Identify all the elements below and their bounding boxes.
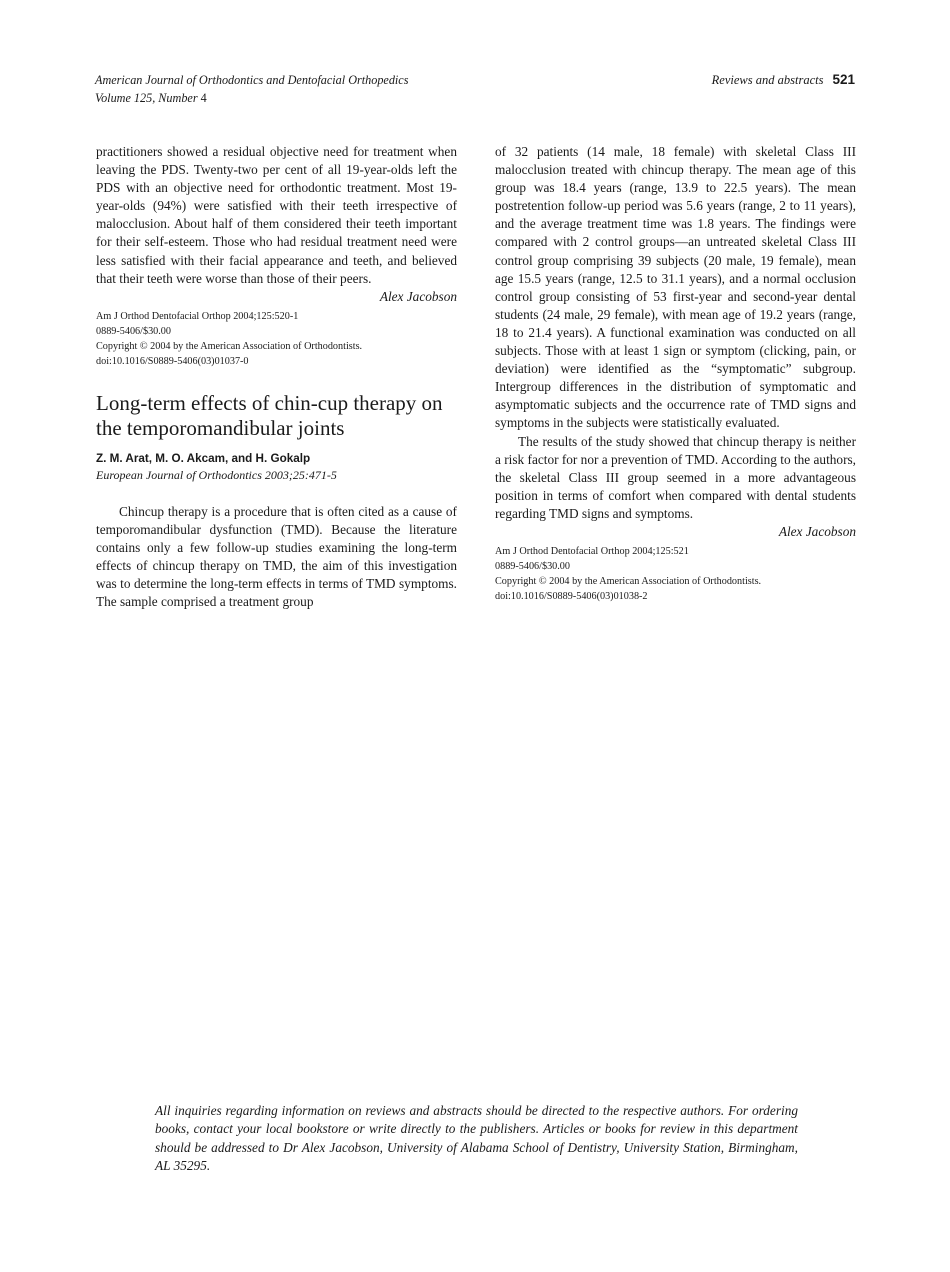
- reviewer-signature: Alex Jacobson: [778, 523, 856, 539]
- journal-name: American Journal of Orthodontics and Dentofacial Orthopedics: [95, 73, 409, 87]
- volume-label: Volume 125, Number: [95, 91, 198, 105]
- citation-doi: doi:10.1016/S0889-5406(03)01037-0: [96, 355, 249, 367]
- right-column: [495, 143, 856, 604]
- section-title: Reviews and abstracts: [711, 73, 824, 87]
- citation-copyright: Copyright © 2004 by the American Association of Orthodontists.: [96, 340, 363, 352]
- volume-line: [95, 89, 408, 107]
- article-title: Long-term effects of chin-cup therapy on the temporomandibular joints: [96, 390, 443, 440]
- citation-price: 0889-5406/$30.00: [96, 325, 171, 337]
- abstract-results-paragraph: The results of the study showed that chincup therapy is neither a risk factor for nor a prevention of TMD. According to the authors, the skeletal Class III group seemed in a more advantageous position in terms of comfort when compared with dental students regarding TMD signs and symptoms.: [495, 433, 856, 521]
- page-number: 521: [832, 72, 855, 87]
- continued-paragraph: practitioners showed a residual objective need for treatment when leaving the PDS. Twenty-two per cent of all 19-year-olds left the PDS with an objective need for orthodontic treatment. Most 19-year-olds (94%) were satisfied with their teeth irrespective of malocclusion. About half of them considered their teeth important for their self-esteem. Those who had residual treatment need were less satisfied with their facial appearance and teeth, and believed that their teeth were worse than those of their peers.: [96, 144, 457, 286]
- citation-doi: doi:10.1016/S0889-5406(03)01038-2: [495, 590, 648, 602]
- citation-ref: Am J Orthod Dentofacial Orthop 2004;125:521: [495, 545, 689, 557]
- citation-ref: Am J Orthod Dentofacial Orthop 2004;125:520-1: [96, 310, 299, 322]
- citation-copyright: Copyright © 2004 by the American Association of Orthodontists.: [495, 575, 762, 587]
- running-header: [95, 71, 408, 107]
- left-column: [96, 143, 457, 611]
- citation-price: 0889-5406/$30.00: [495, 560, 570, 572]
- article-authors: Z. M. Arat, M. O. Akcam, and H. Gokalp: [96, 451, 311, 465]
- citation-block: [96, 309, 457, 369]
- abstract-paragraph: Chincup therapy is a procedure that is often cited as a cause of temporomandibular dysfunction (TMD). Because the literature contains only a few follow-up studies examining the long-term effects of chincup therapy on TMD, the aim of this investigation was to determine the long-term effects in terms of TMD symptoms. The sample comprised a treatment group: [96, 503, 457, 610]
- abstract-paragraph-continued: of 32 patients (14 male, 18 female) with skeletal Class III malocclusion treated with chincup therapy. The mean age of this group was 18.4 years (range, 13.9 to 22.5 years). The mean postretention follow-up period was 5.6 years (range, 2 to 11 years), and the average treatment time was 1.8 years. The findings were compared with 2 control groups—an untreated skeletal Class III control group comprising 39 subjects (20 male, 19 female), mean age 15.5 years (range, 12.5 to 31.1 years), and a normal occlusion control group consisting of 53 first-year and second-year dental students (24 male, 29 female), with mean age of 19.2 years (range, 18 to 21.4 years). A functional examination was conducted on all subjects. Those with at least 1 sign or symptom (clicking, pain, or deviation) were identified as the “symptomatic” subgroup. Intergroup differences in the distribution of symptomatic and asymptomatic subjects and the occurrence rate of TMD signs and symptoms in the subjects were statistically evaluated.: [495, 144, 856, 431]
- reviewer-signature: Alex Jacobson: [379, 288, 457, 304]
- inquiries-note: All inquiries regarding information on reviews and abstracts should be directed to the respective authors. For ordering books, contact your local bookstore or write directly to the publishers. Articles or books for review in this department should be addressed to Dr Alex Jacobson, University of Alabama School of Dentistry, University Station, Birmingham, AL 35295.: [155, 1103, 798, 1174]
- volume-number: 4: [200, 91, 207, 105]
- article-source: European Journal of Orthodontics 2003;25:471-5: [96, 467, 337, 482]
- citation-block: [495, 544, 856, 604]
- section-header: [712, 71, 855, 89]
